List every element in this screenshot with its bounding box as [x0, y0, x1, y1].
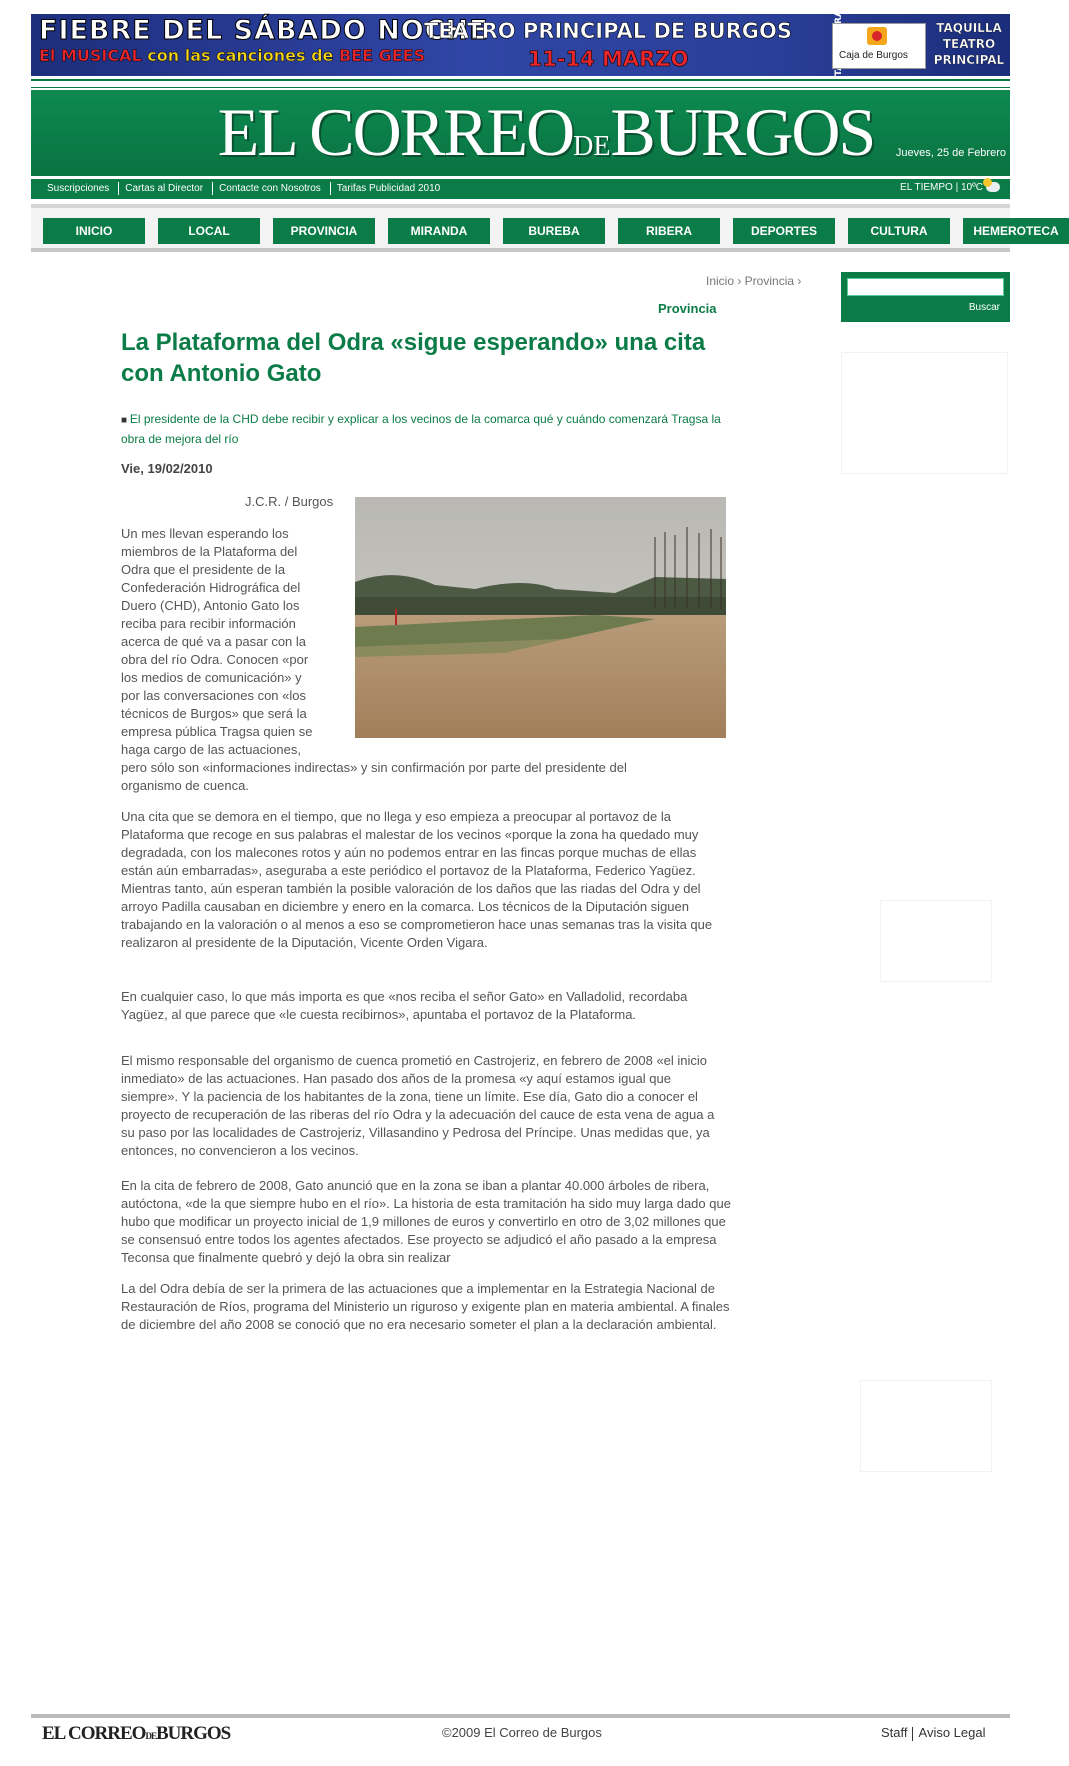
banner-venta	[797, 18, 827, 72]
sidebar-placeholder-2	[880, 900, 992, 982]
weather-icon	[986, 182, 1000, 192]
nav-hemeroteca[interactable]: HEMEROTECA	[963, 218, 1069, 244]
nav-local[interactable]: LOCAL	[158, 218, 260, 244]
banner-musical	[39, 15, 489, 66]
nav-ribera[interactable]: RIBERA	[618, 218, 720, 244]
breadcrumb[interactable]: Inicio › Provincia ›	[706, 274, 802, 288]
util-link-cartas[interactable]: Cartas al Director	[119, 182, 213, 195]
search-input[interactable]	[847, 278, 1004, 296]
logo-part-de: DE	[573, 131, 611, 162]
article-paragraph-1: Un mes llevan esperando los miembros de la Plataforma del Odra que el presidente de la Confederación Hidrográfica del Duero (CHD), Antonio Gato los reciba para recibir información acerca de qué va a pasar con la obra del río Odra. Conocen «por los medios de comunicación» y por las conversaciones con «los técnicos de Burgos» que será la empresa pública Tragsa quien se haga cargo de las actuaciones,	[121, 526, 313, 757]
nav-miranda[interactable]: MIRANDA	[388, 218, 490, 244]
article-paragraph-2: Una cita que se demora en el tiempo, que no llega y eso empieza a preocupar al portavoz de la Plataforma que recoge en sus palabras el malestar de los vecinos «porque la zona ha quedado muy degradada, con los malecones rotos y aún no podemos entrar en las fincas porque muchas de ellas están aún embarradas», aseguraba a este periódico el portavoz de la Plataforma, Federico Yagüez. Mientras tanto, aún esperan también la posible valoración de los daños que las riadas del Odra y del arroyo Padilla causaban en diciembre y enero en la comarca. Los técnicos de la Diputación siguen trabajando en la valoración o al menos a eso se comprometieron hace unas semanas tras la visita que realizaron al presidente de la Diputación, Vicente Orden Vigara.	[121, 809, 713, 950]
article-paragraph-1-cont: pero sólo son «informaciones indirectas» y sin confirmación por parte del presidente del organismo de cuenca.	[121, 760, 627, 793]
sidebar-placeholder-3	[860, 1380, 992, 1472]
caja-logo-text: Caja de Burgos	[839, 50, 908, 61]
article-photo	[355, 497, 726, 738]
footer-logo-b: BURGOS	[155, 1723, 231, 1744]
logo-part-a: EL CORREO	[217, 94, 574, 170]
caja-burgos-logo	[832, 23, 926, 69]
footer-separator	[912, 1727, 913, 1741]
footer-logo-a: EL CORREO	[42, 1723, 146, 1744]
footer-link-staff[interactable]: Staff	[881, 1725, 908, 1740]
bullet-icon: ■	[121, 415, 130, 426]
util-link-tarifas[interactable]: Tarifas Publicidad 2010	[336, 183, 441, 194]
banner-line1: FIEBRE DEL SÁBADO NOCHE	[39, 15, 489, 46]
article-paragraph-6: La del Odra debía de ser la primera de las actuaciones que a implementar en la Estrategia Nacional de Restauración de Ríos, programa del Ministerio un riguroso y exigente plan en materia ambiental. A finales de diciembre del año 2008 se conoció que no era necesario someter el plan a la declaración ambiental.	[121, 1281, 730, 1332]
search-button[interactable]: Buscar	[968, 302, 1000, 313]
sidebar-placeholder-1	[841, 352, 1008, 474]
main-nav	[31, 204, 1059, 252]
utility-links	[41, 182, 449, 195]
footer-logo[interactable]	[42, 1723, 230, 1745]
util-link-suscripciones[interactable]: Suscripciones	[41, 182, 119, 195]
weather-text: EL TIEMPO | 10ºC	[900, 182, 983, 193]
article-paragraph-4: El mismo responsable del organismo de cuenca prometió en Castrojeriz, en febrero de 2008 «el inicio inmediato» de las actuaciones. Han pasado dos años de la promesa «y aquí estamos igual que siempre». Y la paciencia de los habitantes de la zona, tiene un límite. Ese día, Gato dio a conocer el proyecto de recuperación de las riberas del río Odra y la adecuación del cauce de esta vena de agua a su paso por las localidades de Castrojeriz, Villasandino y Pedrosa del Príncipe. Unas medidas que, ya entonces, no convencieron a los vecinos.	[121, 1053, 715, 1158]
search-box	[841, 272, 1010, 322]
article-byline: J.C.R. / Burgos	[245, 494, 334, 509]
footer-logo-de: DE	[145, 1731, 156, 1741]
masthead	[31, 90, 1010, 176]
nav-bureba[interactable]: BUREBA	[503, 218, 605, 244]
nav-inicio[interactable]: INICIO	[43, 218, 145, 244]
nav-provincia[interactable]: PROVINCIA	[273, 218, 375, 244]
summary-text: El presidente de la CHD debe recibir y explicar a los vecinos de la comarca qué y cuándo comenzará Tragsa la obra de mejora del río	[121, 412, 721, 446]
banner-taquilla: TAQUILLA TEATRO PRINCIPAL	[933, 21, 1005, 67]
banner-venue-text: TEATRO PRINCIPAL DE BURGOS	[423, 19, 793, 43]
article-summary	[121, 410, 721, 448]
article-paragraph-5: En la cita de febrero de 2008, Gato anunció que en la zona se iban a plantar 40.000 árboles de ribera, autóctona, «de la que siempre hubo en el río». La historia de esta tramitación ha sido muy larga dado que hubo que modificar un proyecto inicial de 1,9 millones de euros y convertirlo en otro de 3,02 millones que se consensuó entre todos los agentes afectados. Ese proyecto se adjudicó el año pasado a la empresa Teconsa que finalmente quebró y dejó la obra sin realizar	[121, 1178, 731, 1265]
header-date: Jueves, 25 de Febrero	[895, 147, 1006, 159]
section-label[interactable]: Provincia	[658, 301, 717, 316]
banner-line2-a: El MUSICAL	[39, 46, 142, 65]
article-headline: La Plataforma del Odra «sigue esperando» una cita con Antonio Gato	[121, 329, 706, 387]
banner-venue	[423, 16, 793, 72]
banner-line2-c: BEE GEES	[338, 46, 426, 65]
weather-widget[interactable]	[900, 182, 1000, 193]
footer-link-aviso-legal[interactable]: Aviso Legal	[918, 1725, 986, 1740]
header-rule	[31, 79, 1010, 88]
utility-bar	[31, 179, 1010, 199]
site-logo[interactable]	[201, 96, 891, 183]
top-banner-ad[interactable]	[31, 14, 1010, 79]
nav-deportes[interactable]: DEPORTES	[733, 218, 835, 244]
article-paragraph-3: En cualquier caso, lo que más importa es que «nos reciba el señor Gato» en Valladolid, recordaba Yagüez, al que parece que «le cuesta recibirnos», apuntaba el portavoz de la Plataforma.	[121, 989, 688, 1022]
article-date: Vie, 19/02/2010	[121, 461, 213, 476]
caja-logo-icon	[867, 27, 887, 45]
flooded-field-image	[355, 497, 726, 738]
footer-links	[881, 1725, 986, 1741]
footer-copyright: ©2009 El Correo de Burgos	[442, 1725, 602, 1740]
nav-cultura[interactable]: CULTURA	[848, 218, 950, 244]
banner-line2-b: con las canciones de	[147, 46, 334, 65]
banner-line2	[39, 46, 426, 66]
banner-dates: 11-14 MARZO	[527, 47, 689, 71]
footer-rule	[31, 1714, 1010, 1718]
logo-part-b: BURGOS	[610, 94, 875, 170]
util-link-contacte[interactable]: Contacte con Nosotros	[213, 182, 331, 195]
